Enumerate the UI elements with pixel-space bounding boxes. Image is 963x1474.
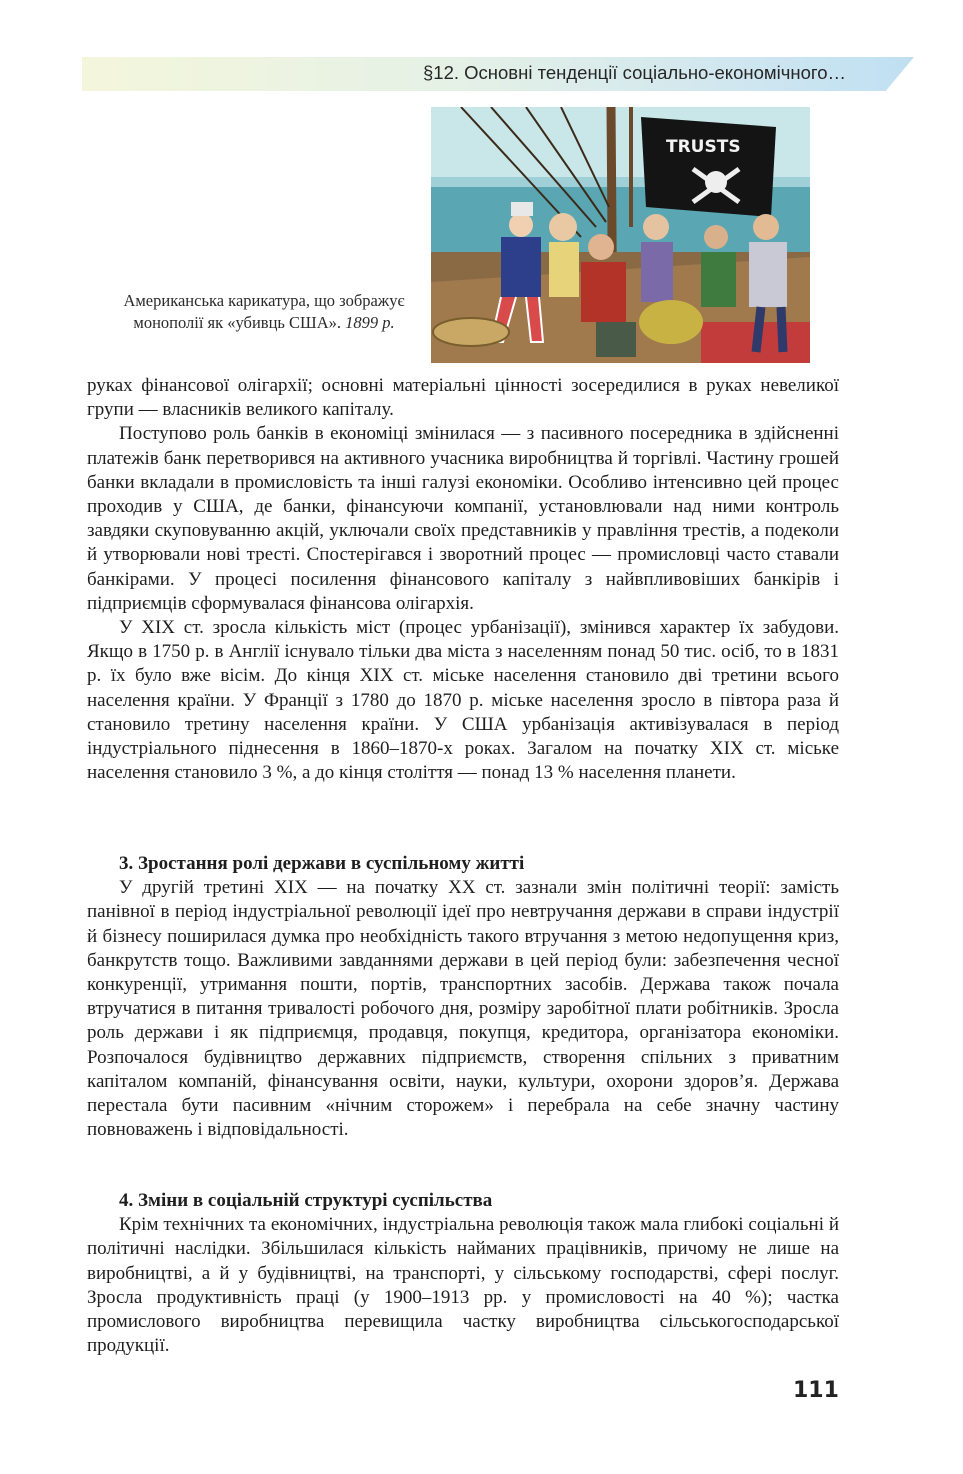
paragraph-2: Поступово роль банків в економіці змінилася — з пасивного посередника в здійсненні платежів банк перетворився на активного учасника виробництва й торгівлі. Частину грошей банки вкладали в промисловість та інші галузі економіки. Особливо інтенсивно цей процес проходив у США, де банки, фінансуючи компанії, установлювали над ними контроль завдяки скуповуванню акцій, уключали своїх представників у правління трестів, а подеколи й утворювали нові тресті. Спостерігався і зворотний процес — промисловці часто ставали банкірами. У процесі посилення фінансового капіталу з найвпливовіших банкірів і підприємців сформувалася фінансова олігархія.: [87, 423, 839, 614]
cartoon-illustration: [431, 107, 810, 363]
running-header-title: §12. Основні тенденції соціально-економічного…: [423, 62, 846, 83]
paragraph-3: У XIX ст. зросла кількість міст (процес урбанізації), змінився характер їх забудови. Якщо в 1750 р. в Англії існувало тільки два міста з населенням понад 50 тис. осіб, то в 1831 р. їх було вже вісім. До кінця XIX ст. міське населення становило дві третини всього населення країни. У Франції з 1780 до 1870 р. міське населення зросло в півтора раза й становило третину населення країни. У США урбанізація активізувалася в період індустріального піднесення в 1860–1870-х роках. Загалом на початку XIX ст. міське населення становило 3 %, а до кінця століття — понад 13 % населення планети.: [87, 617, 839, 784]
section-3-heading: 3. Зростання ролі держави в суспільному житті: [119, 853, 525, 874]
main-text-block-1: [87, 374, 839, 785]
page-number: 111: [793, 1378, 839, 1403]
figure-caption: [110, 290, 418, 334]
caption-text: Американська карикатура, що зображує монополії як «убивць США».: [123, 291, 405, 332]
section-4-heading: 4. Зміни в соціальній структурі суспільства: [119, 1190, 493, 1211]
section-3: [87, 852, 839, 1142]
section-4: [87, 1189, 839, 1358]
paragraph-5: Крім технічних та економічних, індустріальна революція також мала глибокі соціальні й політичні наслідки. Збільшилася кількість найманих працівників, причому не лише на виробництві, а й у будівництві, на транспорті, у сільському господарстві, сфері послуг. Зросла продуктивність праці (у 1900–1913 рр. у промисловості на 40 %); частка промислового виробництва перевищила частку виробництва сільськогосподарської продукції.: [87, 1214, 839, 1357]
paragraph-1: руках фінансової олігархії; основні матеріальні цінності зосередилися в руках невеликої групи — власників великого капіталу.: [87, 375, 839, 421]
flag-text: TRUSTS: [666, 137, 741, 157]
paragraph-4: У другій третині XIX — на початку XX ст. зазнали змін політичні теорії: замість панівної в період індустріальної революції ідеї про невтручання держави в справи індустрії й бізнесу поширилася думка про необхідність такого втручання з метою недопущення криз, банкрутств тощо. Важливими завданнями держави в цей період були: забезпечення чесної конкуренції, утримання пошти, портів, транспортних засобів. Держава також почала втручатися в питання тривалості робочого дня, розміру заробітної плати робітників. Зросла роль держави і як підприємця, продавця, покупця, кредитора, організатора економіки. Розпочалося будівництво державних підприємств, створення спільних з приватним капіталом компаній, фінансування освіти, науки, культури, охорони здоров’я. Держава перестала бути пасивним «нічним сторожем» і перебрала на себе значну частину повноважень і відповідальності.: [87, 877, 839, 1141]
trusts-pirate-ship-cartoon: [431, 107, 810, 363]
caption-year: 1899 р.: [345, 313, 395, 332]
